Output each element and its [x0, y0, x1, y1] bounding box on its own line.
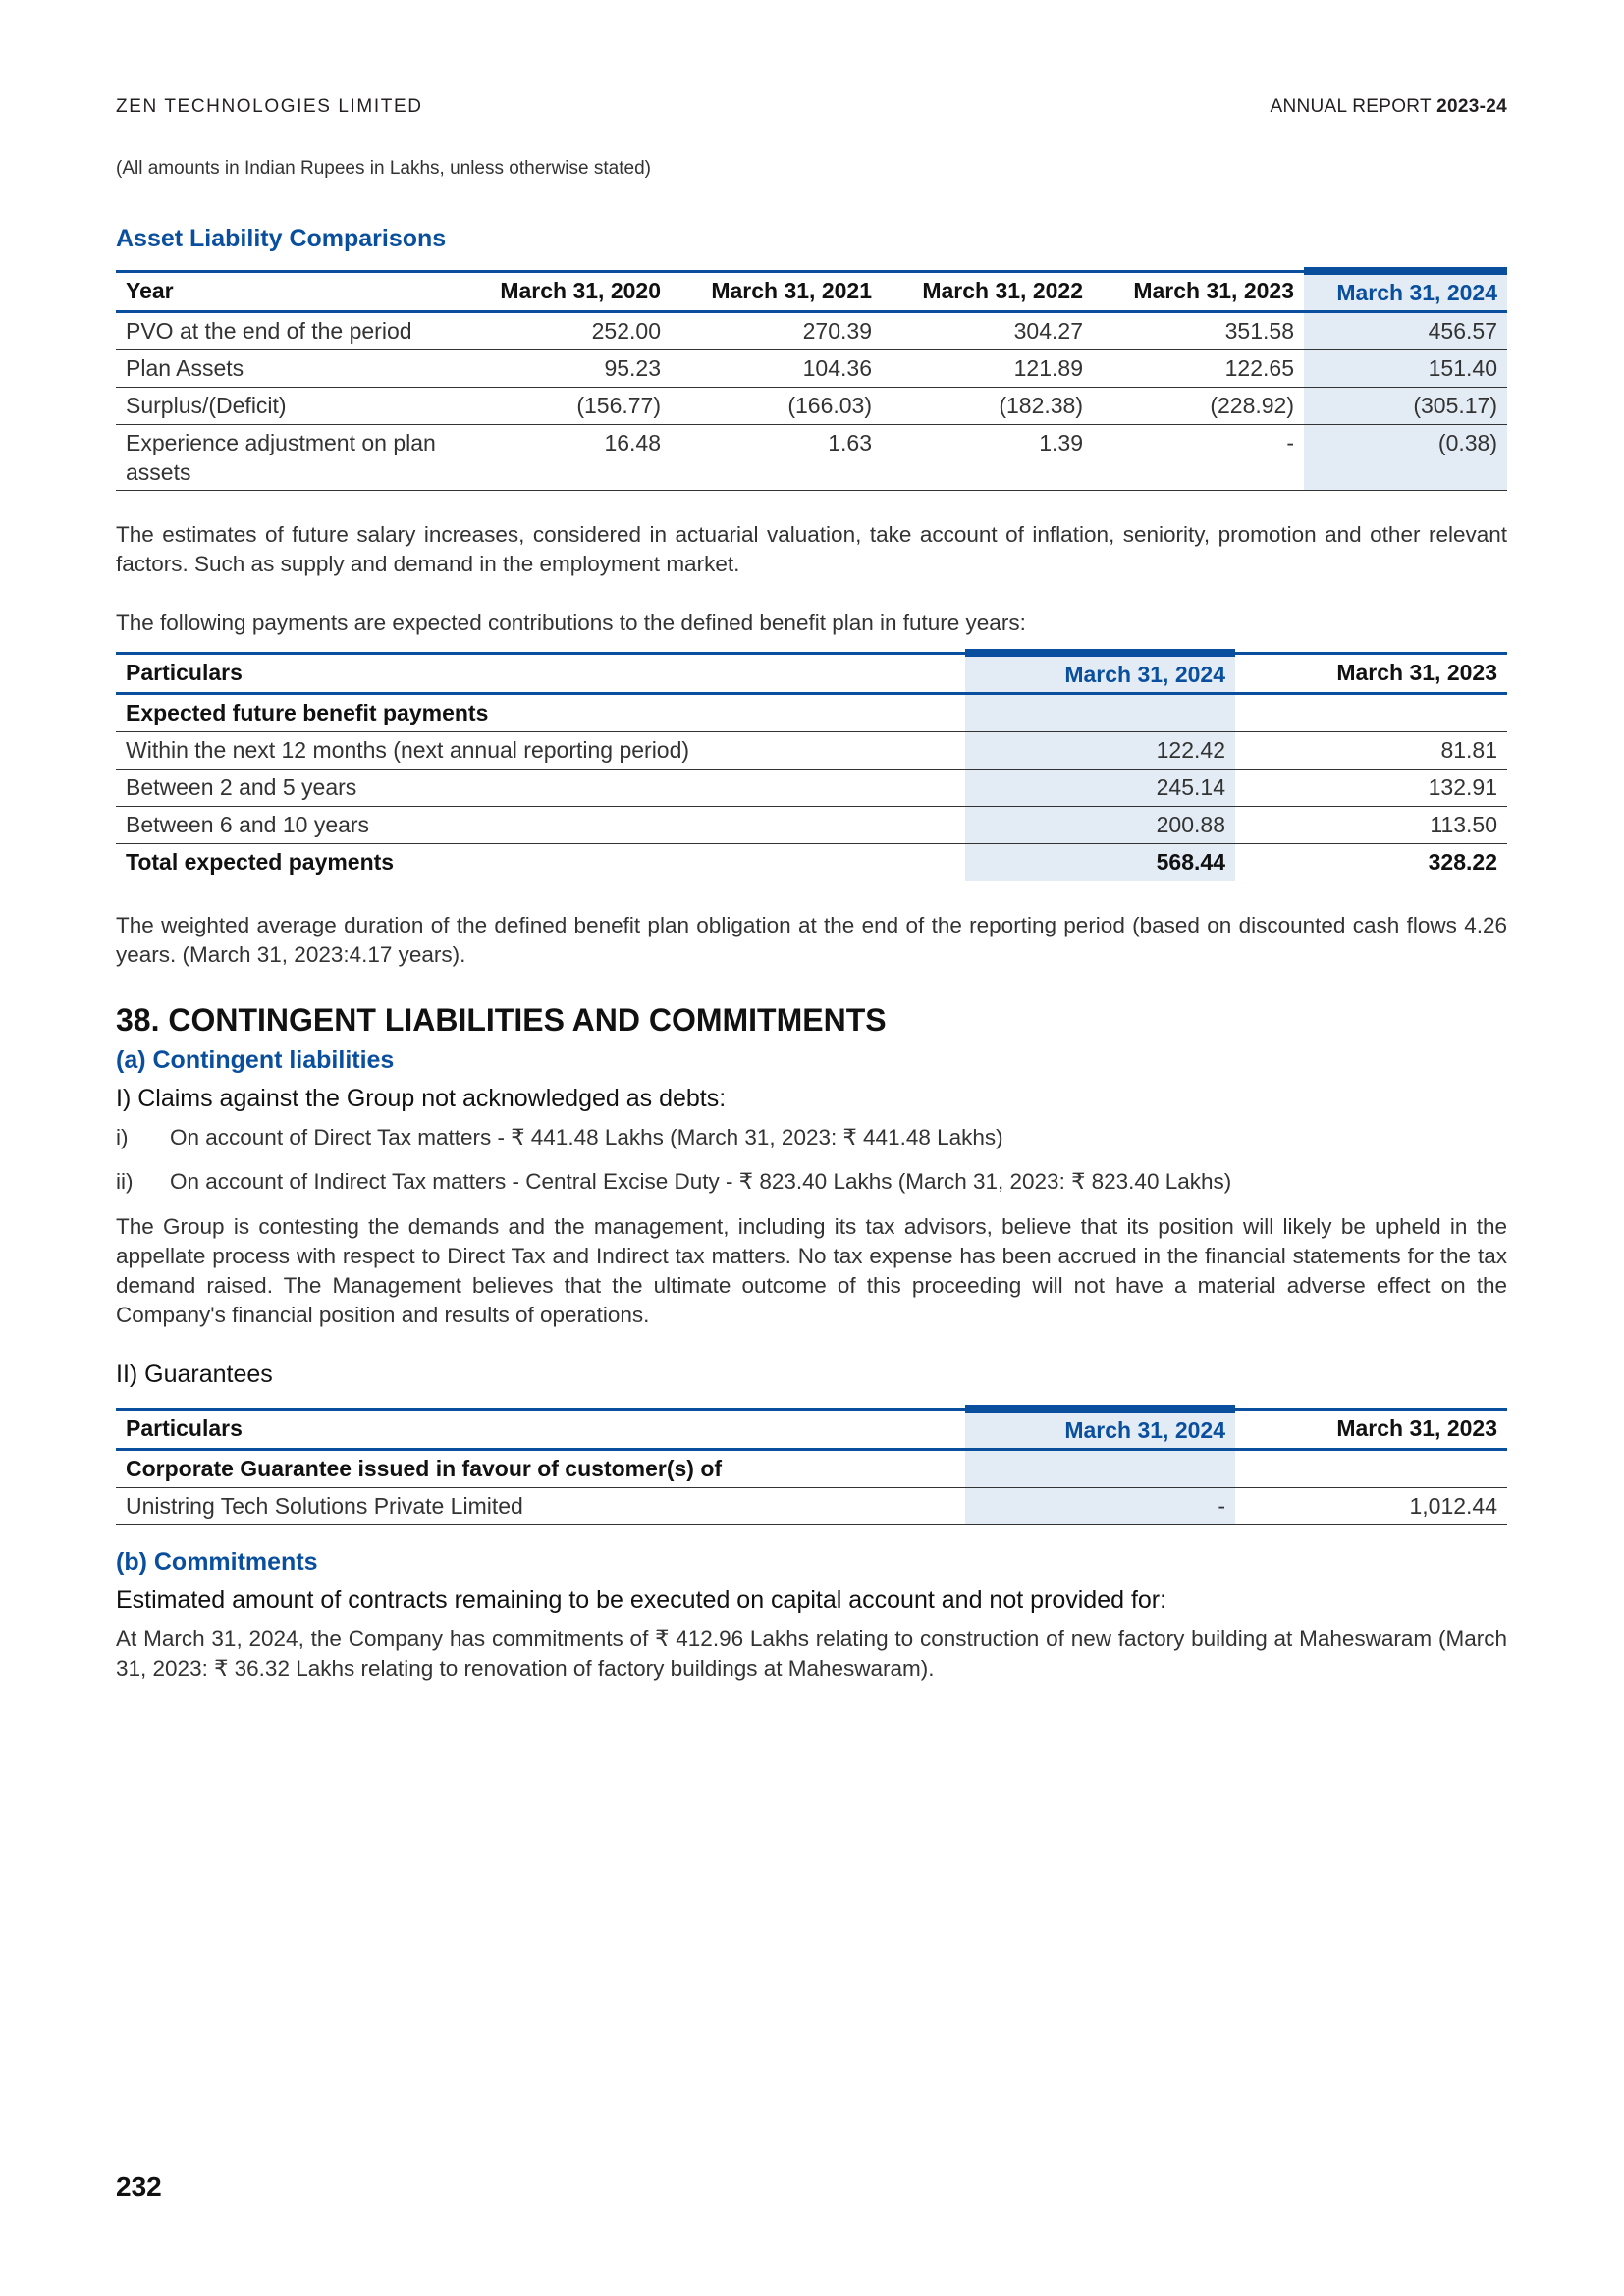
asset-liability-title: Asset Liability Comparisons	[116, 225, 447, 252]
cell-value-current-year: 456.57	[1304, 312, 1507, 350]
cell-value: 270.39	[671, 312, 882, 350]
table-header-row	[116, 271, 1507, 312]
report-year: 2023-24	[1436, 96, 1507, 117]
column-header-current-year: March 31, 2024	[965, 653, 1235, 694]
cell-value-current-year: 245.14	[965, 770, 1235, 807]
cell-value-current-year: 200.88	[965, 807, 1235, 844]
section-label: Corporate Guarantee issued in favour of customer(s) of	[116, 1450, 965, 1488]
section-label: Expected future benefit payments	[116, 694, 965, 732]
claims-heading: I) Claims against the Group not acknowledged as debts:	[116, 1085, 727, 1112]
column-header: March 31, 2021	[671, 271, 882, 312]
empty-cell	[965, 694, 1235, 732]
commitments-title: (b) Commitments	[116, 1548, 318, 1575]
column-header: March 31, 2023	[1093, 271, 1304, 312]
row-label: Surplus/(Deficit)	[116, 388, 460, 425]
guarantees-heading: II) Guarantees	[116, 1361, 273, 1388]
report-label: ANNUAL REPORT	[1270, 96, 1432, 117]
total-value: 328.22	[1235, 844, 1507, 881]
cell-value: 16.48	[460, 425, 671, 491]
duration-paragraph: The weighted average duration of the defined benefit plan obligation at the end of the reporting period (based on discounted cash flows 4.26 years. (March 31, 2023:4.17 years).	[116, 913, 1507, 967]
column-header: March 31, 2022	[882, 271, 1093, 312]
table-section-row	[116, 1450, 1507, 1488]
table-row	[116, 1488, 1507, 1525]
empty-cell	[965, 1450, 1235, 1488]
cell-value-current-year: 151.40	[1304, 350, 1507, 388]
salary-estimates-paragraph: The estimates of future salary increases, considered in actuarial valuation, take account of inflation, seniority, promotion and other relevant factors. Such as supply and demand in the employment market.	[116, 522, 1507, 576]
list-item	[116, 1169, 1231, 1195]
empty-cell	[1235, 1450, 1507, 1488]
cell-value: 81.81	[1235, 732, 1507, 770]
payments-intro: The following payments are expected contributions to the defined benefit plan in future years:	[116, 611, 1026, 635]
column-header-current-year: March 31, 2024	[1304, 271, 1507, 312]
column-header: Year	[116, 271, 460, 312]
table-row	[116, 770, 1507, 807]
row-label: Experience adjustment on plan assets	[116, 425, 460, 491]
company-name: ZEN TECHNOLOGIES LIMITED	[116, 96, 423, 117]
cell-value: 132.91	[1235, 770, 1507, 807]
cell-value: 304.27	[882, 312, 1093, 350]
cell-value-current-year: (305.17)	[1304, 388, 1507, 425]
benefit-payments-table	[116, 649, 1507, 881]
row-label: PVO at the end of the period	[116, 312, 460, 350]
cell-value: 1.63	[671, 425, 882, 491]
table-row	[116, 388, 1507, 425]
total-value-current-year: 568.44	[965, 844, 1235, 881]
cell-value: (182.38)	[882, 388, 1093, 425]
table-row	[116, 425, 1507, 491]
cell-value-current-year: -	[965, 1488, 1235, 1525]
cell-value: 252.00	[460, 312, 671, 350]
table-row	[116, 350, 1507, 388]
row-label: Within the next 12 months (next annual reporting period)	[116, 732, 965, 770]
table-section-row	[116, 694, 1507, 732]
amounts-note: (All amounts in Indian Rupees in Lakhs, unless otherwise stated)	[116, 158, 651, 179]
cell-value: 113.50	[1235, 807, 1507, 844]
row-label: Between 2 and 5 years	[116, 770, 965, 807]
cell-value: (156.77)	[460, 388, 671, 425]
cell-value-current-year: (0.38)	[1304, 425, 1507, 491]
page-header	[116, 96, 1507, 122]
section-heading: 38. CONTINGENT LIABILITIES AND COMMITMENTS	[116, 1002, 887, 1038]
column-header: March 31, 2023	[1235, 653, 1507, 694]
commitments-heading: Estimated amount of contracts remaining to be executed on capital account and not provided for:	[116, 1586, 1167, 1614]
column-header: March 31, 2020	[460, 271, 671, 312]
list-item-text: On account of Indirect Tax matters - Central Excise Duty - ₹ 823.40 Lakhs (March 31, 2023: ₹ 823.40 Lakhs)	[170, 1169, 1232, 1194]
column-header: March 31, 2023	[1235, 1409, 1507, 1450]
column-header: Particulars	[116, 1409, 965, 1450]
table-row	[116, 807, 1507, 844]
cell-value: 104.36	[671, 350, 882, 388]
total-label: Total expected payments	[116, 844, 965, 881]
table-total-row	[116, 844, 1507, 881]
cell-value-current-year: 122.42	[965, 732, 1235, 770]
list-marker: i)	[116, 1125, 129, 1149]
empty-cell	[1235, 694, 1507, 732]
table-row	[116, 312, 1507, 350]
guarantees-table	[116, 1405, 1507, 1525]
table-row	[116, 732, 1507, 770]
cell-value: 122.65	[1093, 350, 1304, 388]
cell-value: 121.89	[882, 350, 1093, 388]
cell-value: 351.58	[1093, 312, 1304, 350]
cell-value: 1.39	[882, 425, 1093, 491]
row-label: Unistring Tech Solutions Private Limited	[116, 1488, 965, 1525]
list-item-text: On account of Direct Tax matters - ₹ 441.48 Lakhs (March 31, 2023: ₹ 441.48 Lakhs)	[170, 1125, 1003, 1149]
page-number: 232	[116, 2171, 162, 2202]
report-title	[1271, 96, 1507, 118]
list-marker: ii)	[116, 1169, 134, 1194]
asset-liability-table	[116, 267, 1507, 491]
cell-value: (166.03)	[671, 388, 882, 425]
row-label: Plan Assets	[116, 350, 460, 388]
commitments-paragraph: At March 31, 2024, the Company has commitments of ₹ 412.96 Lakhs relating to construction of new factory building at Maheswaram (March 31, 2023: ₹ 36.32 Lakhs relating to renovation of factory buildings at Maheswaram).	[116, 1627, 1507, 1681]
contest-paragraph: The Group is contesting the demands and the management, including its tax advisors, believe that its position will likely be upheld in the appellate process with respect to Direct Tax and Indirect tax matters. No tax expense has been accrued in the financial statements for the tax demand raised. The Management believes that the ultimate outcome of this proceeding will not have a material adverse effect on the Company's financial position and results of operations.	[116, 1214, 1507, 1327]
column-header-current-year: March 31, 2024	[965, 1409, 1235, 1450]
list-item	[116, 1125, 1003, 1150]
cell-value: -	[1093, 425, 1304, 491]
cell-value: 1,012.44	[1235, 1488, 1507, 1525]
contingent-liabilities-title: (a) Contingent liabilities	[116, 1046, 395, 1074]
cell-value: 95.23	[460, 350, 671, 388]
column-header: Particulars	[116, 653, 965, 694]
cell-value: (228.92)	[1093, 388, 1304, 425]
table-header-row	[116, 1409, 1507, 1450]
row-label: Between 6 and 10 years	[116, 807, 965, 844]
table-header-row	[116, 653, 1507, 694]
